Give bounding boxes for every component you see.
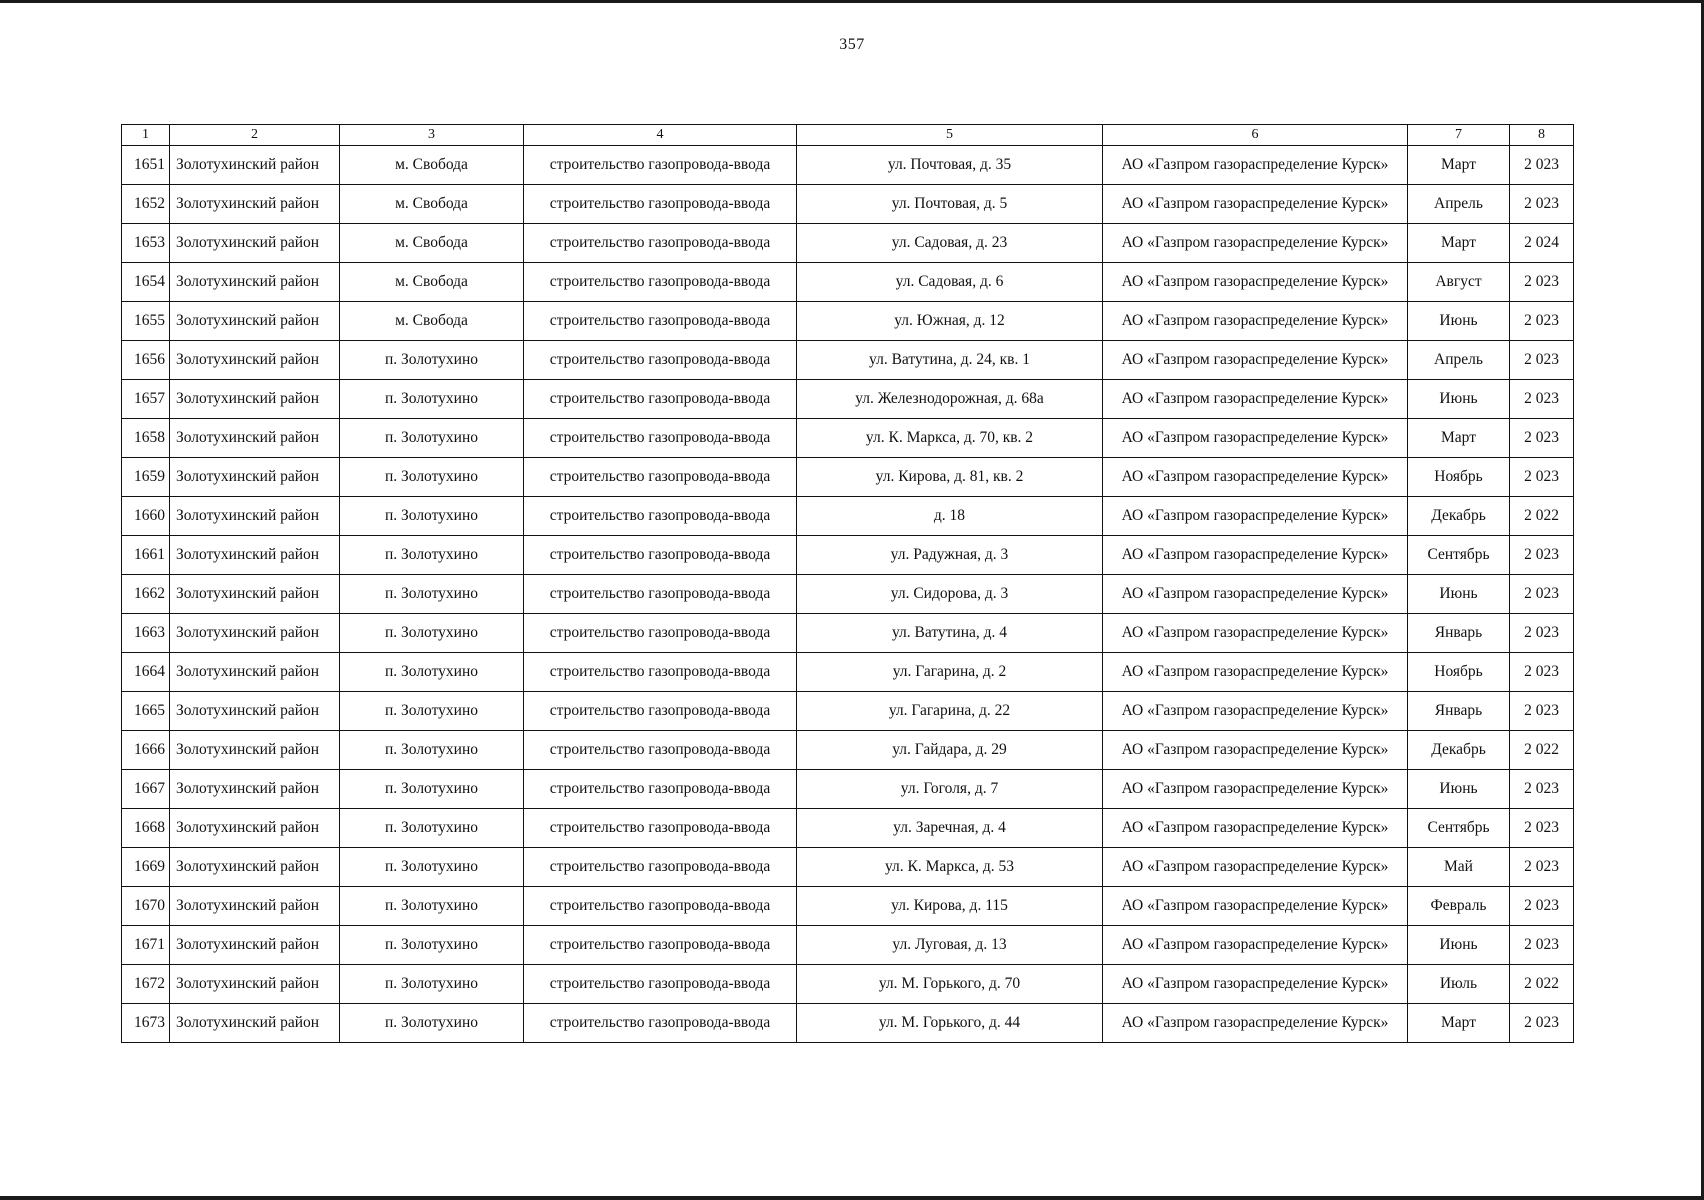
settlement-cell: п. Золотухино xyxy=(340,731,524,770)
district-cell: Золотухинский район xyxy=(170,1004,340,1043)
work-type-cell: строительство газопровода-ввода xyxy=(524,887,797,926)
row-number: 1654 xyxy=(122,263,170,302)
work-type-cell: строительство газопровода-ввода xyxy=(524,926,797,965)
table-row xyxy=(122,770,1574,809)
work-type-cell: строительство газопровода-ввода xyxy=(524,809,797,848)
address-cell: ул. Гайдара, д. 29 xyxy=(797,731,1103,770)
settlement-cell: п. Золотухино xyxy=(340,536,524,575)
table-row xyxy=(122,419,1574,458)
address-cell: ул. Садовая, д. 6 xyxy=(797,263,1103,302)
month-cell: Ноябрь xyxy=(1408,458,1510,497)
year-cell: 2 023 xyxy=(1510,458,1574,497)
table-row xyxy=(122,692,1574,731)
district-cell: Золотухинский район xyxy=(170,770,340,809)
district-cell: Золотухинский район xyxy=(170,224,340,263)
month-cell: Январь xyxy=(1408,692,1510,731)
table-row xyxy=(122,185,1574,224)
scan-border-top xyxy=(0,0,1704,3)
table-row xyxy=(122,575,1574,614)
month-cell: Март xyxy=(1408,146,1510,185)
row-number: 1672 xyxy=(122,965,170,1004)
address-cell: ул. Кирова, д. 115 xyxy=(797,887,1103,926)
work-type-cell: строительство газопровода-ввода xyxy=(524,146,797,185)
settlement-cell: м. Свобода xyxy=(340,302,524,341)
contractor-cell: АО «Газпром газораспределение Курск» xyxy=(1103,341,1408,380)
column-header: 6 xyxy=(1103,125,1408,146)
year-cell: 2 023 xyxy=(1510,185,1574,224)
address-cell: ул. Почтовая, д. 5 xyxy=(797,185,1103,224)
contractor-cell: АО «Газпром газораспределение Курск» xyxy=(1103,848,1408,887)
row-number: 1669 xyxy=(122,848,170,887)
contractor-cell: АО «Газпром газораспределение Курск» xyxy=(1103,770,1408,809)
row-number: 1662 xyxy=(122,575,170,614)
contractor-cell: АО «Газпром газораспределение Курск» xyxy=(1103,536,1408,575)
table-row xyxy=(122,848,1574,887)
year-cell: 2 022 xyxy=(1510,965,1574,1004)
year-cell: 2 024 xyxy=(1510,224,1574,263)
settlement-cell: п. Золотухино xyxy=(340,926,524,965)
district-cell: Золотухинский район xyxy=(170,653,340,692)
month-cell: Декабрь xyxy=(1408,731,1510,770)
work-type-cell: строительство газопровода-ввода xyxy=(524,965,797,1004)
district-cell: Золотухинский район xyxy=(170,731,340,770)
year-cell: 2 023 xyxy=(1510,848,1574,887)
settlement-cell: м. Свобода xyxy=(340,224,524,263)
month-cell: Март xyxy=(1408,1004,1510,1043)
row-number: 1659 xyxy=(122,458,170,497)
year-cell: 2 023 xyxy=(1510,419,1574,458)
year-cell: 2 022 xyxy=(1510,497,1574,536)
row-number: 1668 xyxy=(122,809,170,848)
settlement-cell: п. Золотухино xyxy=(340,848,524,887)
month-cell: Июнь xyxy=(1408,380,1510,419)
settlement-cell: м. Свобода xyxy=(340,185,524,224)
page-number: 357 xyxy=(839,36,865,53)
district-cell: Золотухинский район xyxy=(170,575,340,614)
district-cell: Золотухинский район xyxy=(170,419,340,458)
settlement-cell: п. Золотухино xyxy=(340,614,524,653)
year-cell: 2 023 xyxy=(1510,263,1574,302)
address-cell: ул. Луговая, д. 13 xyxy=(797,926,1103,965)
work-type-cell: строительство газопровода-ввода xyxy=(524,185,797,224)
settlement-cell: п. Золотухино xyxy=(340,497,524,536)
settlement-cell: п. Золотухино xyxy=(340,653,524,692)
contractor-cell: АО «Газпром газораспределение Курск» xyxy=(1103,380,1408,419)
table-body xyxy=(122,125,1574,1043)
work-type-cell: строительство газопровода-ввода xyxy=(524,341,797,380)
district-cell: Золотухинский район xyxy=(170,887,340,926)
address-cell: ул. Южная, д. 12 xyxy=(797,302,1103,341)
address-cell: ул. Садовая, д. 23 xyxy=(797,224,1103,263)
settlement-cell: п. Золотухино xyxy=(340,887,524,926)
table-row xyxy=(122,887,1574,926)
table-row xyxy=(122,146,1574,185)
contractor-cell: АО «Газпром газораспределение Курск» xyxy=(1103,887,1408,926)
month-cell: Март xyxy=(1408,224,1510,263)
settlement-cell: п. Золотухино xyxy=(340,770,524,809)
table-row xyxy=(122,263,1574,302)
district-cell: Золотухинский район xyxy=(170,146,340,185)
table-row xyxy=(122,926,1574,965)
row-number: 1651 xyxy=(122,146,170,185)
contractor-cell: АО «Газпром газораспределение Курск» xyxy=(1103,965,1408,1004)
table-row xyxy=(122,809,1574,848)
district-cell: Золотухинский район xyxy=(170,614,340,653)
year-cell: 2 022 xyxy=(1510,731,1574,770)
column-header: 7 xyxy=(1408,125,1510,146)
month-cell: Май xyxy=(1408,848,1510,887)
year-cell: 2 023 xyxy=(1510,536,1574,575)
address-cell: ул. К. Маркса, д. 53 xyxy=(797,848,1103,887)
address-cell: ул. Гагарина, д. 22 xyxy=(797,692,1103,731)
contractor-cell: АО «Газпром газораспределение Курск» xyxy=(1103,575,1408,614)
year-cell: 2 023 xyxy=(1510,146,1574,185)
contractor-cell: АО «Газпром газораспределение Курск» xyxy=(1103,224,1408,263)
contractor-cell: АО «Газпром газораспределение Курск» xyxy=(1103,692,1408,731)
settlement-cell: п. Золотухино xyxy=(340,419,524,458)
address-cell: ул. Гоголя, д. 7 xyxy=(797,770,1103,809)
address-cell: ул. Гагарина, д. 2 xyxy=(797,653,1103,692)
column-header: 3 xyxy=(340,125,524,146)
settlement-cell: п. Золотухино xyxy=(340,965,524,1004)
month-cell: Февраль xyxy=(1408,887,1510,926)
work-type-cell: строительство газопровода-ввода xyxy=(524,614,797,653)
district-cell: Золотухинский район xyxy=(170,497,340,536)
column-header: 1 xyxy=(122,125,170,146)
table-row xyxy=(122,965,1574,1004)
month-cell: Ноябрь xyxy=(1408,653,1510,692)
address-cell: ул. Ватутина, д. 4 xyxy=(797,614,1103,653)
column-header: 2 xyxy=(170,125,340,146)
column-number-row xyxy=(122,125,1574,146)
contractor-cell: АО «Газпром газораспределение Курск» xyxy=(1103,419,1408,458)
year-cell: 2 023 xyxy=(1510,926,1574,965)
row-number: 1671 xyxy=(122,926,170,965)
month-cell: Сентябрь xyxy=(1408,536,1510,575)
work-type-cell: строительство газопровода-ввода xyxy=(524,653,797,692)
row-number: 1658 xyxy=(122,419,170,458)
year-cell: 2 023 xyxy=(1510,653,1574,692)
work-type-cell: строительство газопровода-ввода xyxy=(524,692,797,731)
district-cell: Золотухинский район xyxy=(170,965,340,1004)
work-type-cell: строительство газопровода-ввода xyxy=(524,497,797,536)
row-number: 1655 xyxy=(122,302,170,341)
table-row xyxy=(122,497,1574,536)
row-number: 1652 xyxy=(122,185,170,224)
settlement-cell: п. Золотухино xyxy=(340,458,524,497)
year-cell: 2 023 xyxy=(1510,692,1574,731)
work-type-cell: строительство газопровода-ввода xyxy=(524,302,797,341)
district-cell: Золотухинский район xyxy=(170,809,340,848)
contractor-cell: АО «Газпром газораспределение Курск» xyxy=(1103,809,1408,848)
table-row xyxy=(122,614,1574,653)
row-number: 1667 xyxy=(122,770,170,809)
contractor-cell: АО «Газпром газораспределение Курск» xyxy=(1103,146,1408,185)
work-type-cell: строительство газопровода-ввода xyxy=(524,848,797,887)
work-type-cell: строительство газопровода-ввода xyxy=(524,263,797,302)
month-cell: Апрель xyxy=(1408,341,1510,380)
address-cell: ул. Ватутина, д. 24, кв. 1 xyxy=(797,341,1103,380)
contractor-cell: АО «Газпром газораспределение Курск» xyxy=(1103,653,1408,692)
contractor-cell: АО «Газпром газораспределение Курск» xyxy=(1103,185,1408,224)
contractor-cell: АО «Газпром газораспределение Курск» xyxy=(1103,497,1408,536)
row-number: 1670 xyxy=(122,887,170,926)
month-cell: Август xyxy=(1408,263,1510,302)
address-cell: д. 18 xyxy=(797,497,1103,536)
district-cell: Золотухинский район xyxy=(170,458,340,497)
year-cell: 2 023 xyxy=(1510,809,1574,848)
year-cell: 2 023 xyxy=(1510,380,1574,419)
work-type-cell: строительство газопровода-ввода xyxy=(524,380,797,419)
year-cell: 2 023 xyxy=(1510,887,1574,926)
contractor-cell: АО «Газпром газораспределение Курск» xyxy=(1103,614,1408,653)
row-number: 1665 xyxy=(122,692,170,731)
contractor-cell: АО «Газпром газораспределение Курск» xyxy=(1103,263,1408,302)
contractor-cell: АО «Газпром газораспределение Курск» xyxy=(1103,926,1408,965)
address-cell: ул. М. Горького, д. 70 xyxy=(797,965,1103,1004)
row-number: 1661 xyxy=(122,536,170,575)
address-cell: ул. Железнодорожная, д. 68а xyxy=(797,380,1103,419)
settlement-cell: п. Золотухино xyxy=(340,341,524,380)
column-header: 8 xyxy=(1510,125,1574,146)
address-cell: ул. Почтовая, д. 35 xyxy=(797,146,1103,185)
address-cell: ул. М. Горького, д. 44 xyxy=(797,1004,1103,1043)
row-number: 1663 xyxy=(122,614,170,653)
year-cell: 2 023 xyxy=(1510,575,1574,614)
row-number: 1653 xyxy=(122,224,170,263)
month-cell: Июль xyxy=(1408,965,1510,1004)
settlement-cell: п. Золотухино xyxy=(340,692,524,731)
month-cell: Январь xyxy=(1408,614,1510,653)
work-type-cell: строительство газопровода-ввода xyxy=(524,1004,797,1043)
scan-border-bottom xyxy=(0,1196,1704,1200)
contractor-cell: АО «Газпром газораспределение Курск» xyxy=(1103,1004,1408,1043)
district-cell: Золотухинский район xyxy=(170,692,340,731)
settlement-cell: м. Свобода xyxy=(340,263,524,302)
table-row xyxy=(122,536,1574,575)
month-cell: Июнь xyxy=(1408,770,1510,809)
year-cell: 2 023 xyxy=(1510,1004,1574,1043)
work-type-cell: строительство газопровода-ввода xyxy=(524,419,797,458)
address-cell: ул. Заречная, д. 4 xyxy=(797,809,1103,848)
register-table xyxy=(121,124,1574,1043)
work-type-cell: строительство газопровода-ввода xyxy=(524,224,797,263)
district-cell: Золотухинский район xyxy=(170,926,340,965)
table-row xyxy=(122,653,1574,692)
table-row xyxy=(122,458,1574,497)
address-cell: ул. Сидорова, д. 3 xyxy=(797,575,1103,614)
year-cell: 2 023 xyxy=(1510,302,1574,341)
settlement-cell: п. Золотухино xyxy=(340,575,524,614)
row-number: 1656 xyxy=(122,341,170,380)
row-number: 1673 xyxy=(122,1004,170,1043)
year-cell: 2 023 xyxy=(1510,770,1574,809)
district-cell: Золотухинский район xyxy=(170,263,340,302)
settlement-cell: п. Золотухино xyxy=(340,809,524,848)
district-cell: Золотухинский район xyxy=(170,302,340,341)
table-row xyxy=(122,1004,1574,1043)
table-row xyxy=(122,380,1574,419)
district-cell: Золотухинский район xyxy=(170,848,340,887)
address-cell: ул. Кирова, д. 81, кв. 2 xyxy=(797,458,1103,497)
table-row xyxy=(122,224,1574,263)
column-header: 5 xyxy=(797,125,1103,146)
month-cell: Июнь xyxy=(1408,302,1510,341)
month-cell: Март xyxy=(1408,419,1510,458)
month-cell: Апрель xyxy=(1408,185,1510,224)
row-number: 1660 xyxy=(122,497,170,536)
month-cell: Июнь xyxy=(1408,926,1510,965)
settlement-cell: п. Золотухино xyxy=(340,380,524,419)
row-number: 1657 xyxy=(122,380,170,419)
year-cell: 2 023 xyxy=(1510,614,1574,653)
settlement-cell: м. Свобода xyxy=(340,146,524,185)
work-type-cell: строительство газопровода-ввода xyxy=(524,575,797,614)
settlement-cell: п. Золотухино xyxy=(340,1004,524,1043)
address-cell: ул. К. Маркса, д. 70, кв. 2 xyxy=(797,419,1103,458)
month-cell: Июнь xyxy=(1408,575,1510,614)
district-cell: Золотухинский район xyxy=(170,380,340,419)
address-cell: ул. Радужная, д. 3 xyxy=(797,536,1103,575)
contractor-cell: АО «Газпром газораспределение Курск» xyxy=(1103,731,1408,770)
contractor-cell: АО «Газпром газораспределение Курск» xyxy=(1103,458,1408,497)
contractor-cell: АО «Газпром газораспределение Курск» xyxy=(1103,302,1408,341)
work-type-cell: строительство газопровода-ввода xyxy=(524,458,797,497)
district-cell: Золотухинский район xyxy=(170,185,340,224)
row-number: 1666 xyxy=(122,731,170,770)
month-cell: Сентябрь xyxy=(1408,809,1510,848)
work-type-cell: строительство газопровода-ввода xyxy=(524,536,797,575)
month-cell: Декабрь xyxy=(1408,497,1510,536)
work-type-cell: строительство газопровода-ввода xyxy=(524,770,797,809)
work-type-cell: строительство газопровода-ввода xyxy=(524,731,797,770)
table-row xyxy=(122,731,1574,770)
district-cell: Золотухинский район xyxy=(170,341,340,380)
district-cell: Золотухинский район xyxy=(170,536,340,575)
row-number: 1664 xyxy=(122,653,170,692)
year-cell: 2 023 xyxy=(1510,341,1574,380)
table-row xyxy=(122,302,1574,341)
column-header: 4 xyxy=(524,125,797,146)
table-row xyxy=(122,341,1574,380)
